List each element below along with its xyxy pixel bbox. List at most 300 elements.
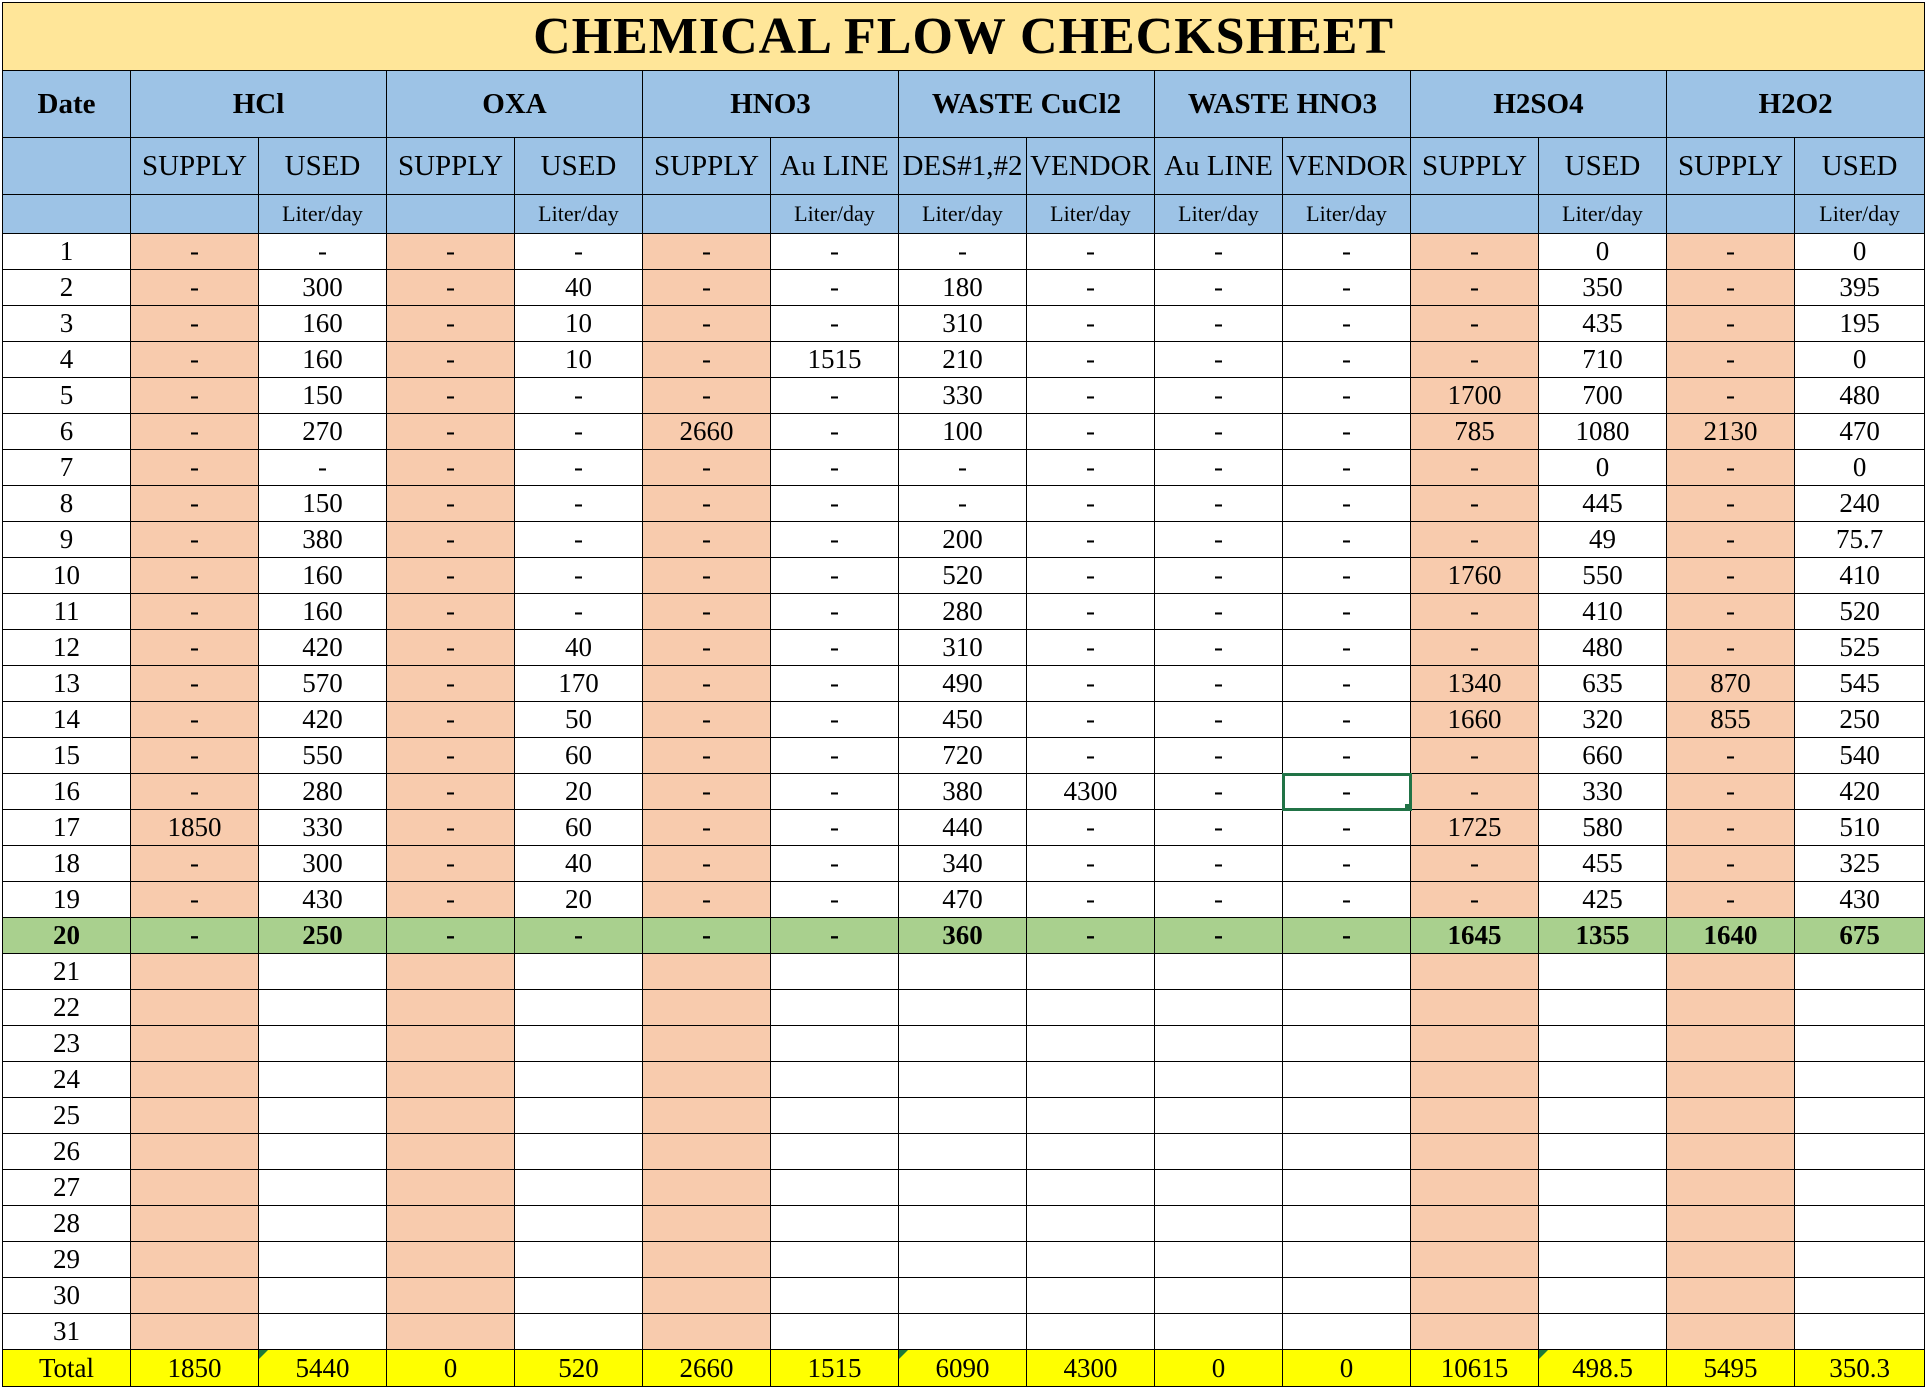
unit-hno3-au-line[interactable]: Liter/day: [771, 195, 899, 234]
date-cell[interactable]: 25: [3, 1098, 131, 1134]
cell-hcl-used[interactable]: [259, 1026, 387, 1062]
cell-waste-cucl2-des[interactable]: -: [899, 234, 1027, 270]
cell-waste-hno3-au-line[interactable]: [1155, 1026, 1283, 1062]
cell-hno3-supply[interactable]: -: [643, 342, 771, 378]
cell-waste-hno3-au-line[interactable]: -: [1155, 270, 1283, 306]
cell-waste-cucl2-vendor[interactable]: -: [1027, 846, 1155, 882]
date-unit-blank[interactable]: [3, 195, 131, 234]
cell-oxa-supply[interactable]: -: [387, 522, 515, 558]
cell-h2o2-supply[interactable]: [1667, 1314, 1795, 1350]
total-label[interactable]: Total: [3, 1350, 131, 1387]
cell-h2o2-used[interactable]: [1795, 1170, 1925, 1206]
cell-waste-hno3-au-line[interactable]: -: [1155, 306, 1283, 342]
cell-hno3-supply[interactable]: [643, 1062, 771, 1098]
cell-oxa-supply[interactable]: [387, 954, 515, 990]
cell-oxa-used[interactable]: -: [515, 558, 643, 594]
cell-hcl-used[interactable]: [259, 1314, 387, 1350]
cell-hcl-supply[interactable]: -: [131, 630, 259, 666]
cell-waste-hno3-au-line[interactable]: -: [1155, 630, 1283, 666]
date-cell[interactable]: 12: [3, 630, 131, 666]
cell-h2so4-supply[interactable]: -: [1411, 234, 1539, 270]
cell-hno3-au-line[interactable]: [771, 1206, 899, 1242]
cell-h2o2-used[interactable]: 470: [1795, 414, 1925, 450]
cell-oxa-supply[interactable]: -: [387, 378, 515, 414]
cell-h2so4-used[interactable]: 425: [1539, 882, 1667, 918]
total-waste-cucl2-des[interactable]: 6090: [899, 1350, 1027, 1387]
cell-h2o2-supply[interactable]: [1667, 1098, 1795, 1134]
cell-h2so4-supply[interactable]: -: [1411, 342, 1539, 378]
cell-waste-cucl2-des[interactable]: 340: [899, 846, 1027, 882]
cell-hcl-supply[interactable]: [131, 1242, 259, 1278]
cell-h2so4-used[interactable]: [1539, 1242, 1667, 1278]
cell-hcl-supply[interactable]: [131, 1026, 259, 1062]
date-cell[interactable]: 2: [3, 270, 131, 306]
cell-h2o2-supply[interactable]: -: [1667, 342, 1795, 378]
cell-h2so4-used[interactable]: 480: [1539, 630, 1667, 666]
unit-h2o2-supply[interactable]: [1667, 195, 1795, 234]
cell-hno3-supply[interactable]: -: [643, 486, 771, 522]
cell-waste-hno3-vendor[interactable]: -: [1283, 270, 1411, 306]
cell-hcl-used[interactable]: [259, 1206, 387, 1242]
cell-h2so4-used[interactable]: [1539, 1098, 1667, 1134]
date-cell[interactable]: 8: [3, 486, 131, 522]
cell-hno3-au-line[interactable]: -: [771, 594, 899, 630]
cell-oxa-supply[interactable]: [387, 1314, 515, 1350]
cell-hno3-au-line[interactable]: -: [771, 486, 899, 522]
cell-h2so4-used[interactable]: [1539, 990, 1667, 1026]
unit-waste-cucl2-des[interactable]: Liter/day: [899, 195, 1027, 234]
total-h2so4-supply[interactable]: 10615: [1411, 1350, 1539, 1387]
cell-h2o2-used[interactable]: [1795, 1206, 1925, 1242]
cell-waste-hno3-au-line[interactable]: [1155, 954, 1283, 990]
cell-h2o2-supply[interactable]: -: [1667, 270, 1795, 306]
cell-h2o2-supply[interactable]: 855: [1667, 702, 1795, 738]
cell-h2o2-supply[interactable]: 870: [1667, 666, 1795, 702]
cell-hno3-supply[interactable]: [643, 1026, 771, 1062]
cell-waste-cucl2-vendor[interactable]: -: [1027, 450, 1155, 486]
cell-oxa-used[interactable]: [515, 1278, 643, 1314]
cell-h2o2-supply[interactable]: [1667, 1206, 1795, 1242]
group-header-waste-cucl2[interactable]: WASTE CuCl2: [899, 71, 1155, 138]
total-hno3-supply[interactable]: 2660: [643, 1350, 771, 1387]
cell-hcl-used[interactable]: [259, 1062, 387, 1098]
cell-waste-cucl2-vendor[interactable]: -: [1027, 342, 1155, 378]
cell-waste-cucl2-vendor[interactable]: -: [1027, 630, 1155, 666]
cell-hcl-used[interactable]: [259, 954, 387, 990]
unit-waste-cucl2-vendor[interactable]: Liter/day: [1027, 195, 1155, 234]
cell-h2o2-supply[interactable]: 1640: [1667, 918, 1795, 954]
cell-h2so4-supply[interactable]: 1725: [1411, 810, 1539, 846]
cell-oxa-supply[interactable]: -: [387, 450, 515, 486]
cell-waste-hno3-vendor[interactable]: -: [1283, 738, 1411, 774]
cell-h2o2-supply[interactable]: -: [1667, 738, 1795, 774]
cell-waste-hno3-vendor[interactable]: -: [1283, 846, 1411, 882]
cell-h2so4-used[interactable]: 635: [1539, 666, 1667, 702]
cell-h2so4-supply[interactable]: -: [1411, 882, 1539, 918]
cell-hcl-used[interactable]: [259, 1278, 387, 1314]
date-cell[interactable]: 22: [3, 990, 131, 1026]
cell-hno3-supply[interactable]: -: [643, 450, 771, 486]
cell-waste-cucl2-vendor[interactable]: -: [1027, 486, 1155, 522]
cell-hcl-supply[interactable]: -: [131, 558, 259, 594]
cell-waste-cucl2-vendor[interactable]: [1027, 1098, 1155, 1134]
cell-h2so4-supply[interactable]: -: [1411, 738, 1539, 774]
cell-waste-cucl2-vendor[interactable]: [1027, 1062, 1155, 1098]
cell-hno3-au-line[interactable]: [771, 1170, 899, 1206]
cell-h2so4-supply[interactable]: [1411, 1314, 1539, 1350]
date-cell[interactable]: 14: [3, 702, 131, 738]
total-hno3-au-line[interactable]: 1515: [771, 1350, 899, 1387]
cell-hno3-supply[interactable]: -: [643, 810, 771, 846]
cell-waste-hno3-au-line[interactable]: [1155, 990, 1283, 1026]
date-cell[interactable]: 7: [3, 450, 131, 486]
cell-waste-hno3-au-line[interactable]: [1155, 1278, 1283, 1314]
cell-oxa-used[interactable]: 50: [515, 702, 643, 738]
cell-oxa-supply[interactable]: -: [387, 270, 515, 306]
cell-h2o2-supply[interactable]: -: [1667, 846, 1795, 882]
cell-h2so4-used[interactable]: 49: [1539, 522, 1667, 558]
cell-hno3-supply[interactable]: [643, 990, 771, 1026]
cell-hno3-supply[interactable]: -: [643, 918, 771, 954]
cell-hno3-au-line[interactable]: 1515: [771, 342, 899, 378]
date-cell[interactable]: 24: [3, 1062, 131, 1098]
cell-hcl-used[interactable]: 160: [259, 342, 387, 378]
date-subheader-blank[interactable]: [3, 138, 131, 195]
cell-h2so4-supply[interactable]: 1700: [1411, 378, 1539, 414]
cell-waste-cucl2-des[interactable]: [899, 1026, 1027, 1062]
cell-waste-cucl2-des[interactable]: [899, 1062, 1027, 1098]
cell-oxa-used[interactable]: 60: [515, 738, 643, 774]
cell-oxa-used[interactable]: [515, 1206, 643, 1242]
cell-h2o2-used[interactable]: 0: [1795, 450, 1925, 486]
cell-waste-cucl2-des[interactable]: 330: [899, 378, 1027, 414]
cell-waste-cucl2-vendor[interactable]: [1027, 954, 1155, 990]
cell-waste-hno3-au-line[interactable]: [1155, 1206, 1283, 1242]
cell-oxa-supply[interactable]: -: [387, 486, 515, 522]
cell-h2so4-supply[interactable]: [1411, 1062, 1539, 1098]
cell-h2o2-used[interactable]: [1795, 1062, 1925, 1098]
cell-waste-hno3-au-line[interactable]: -: [1155, 702, 1283, 738]
cell-h2o2-used[interactable]: 195: [1795, 306, 1925, 342]
group-header-h2o2[interactable]: H2O2: [1667, 71, 1925, 138]
cell-waste-hno3-au-line[interactable]: -: [1155, 486, 1283, 522]
cell-waste-cucl2-des[interactable]: 360: [899, 918, 1027, 954]
cell-hno3-au-line[interactable]: [771, 990, 899, 1026]
cell-hno3-supply[interactable]: -: [643, 738, 771, 774]
cell-oxa-used[interactable]: [515, 1062, 643, 1098]
cell-h2o2-used[interactable]: [1795, 954, 1925, 990]
cell-waste-cucl2-des[interactable]: [899, 1170, 1027, 1206]
date-header[interactable]: Date: [3, 71, 131, 138]
cell-waste-cucl2-des[interactable]: 490: [899, 666, 1027, 702]
cell-oxa-used[interactable]: -: [515, 486, 643, 522]
date-cell[interactable]: 30: [3, 1278, 131, 1314]
cell-oxa-used[interactable]: 20: [515, 882, 643, 918]
cell-oxa-used[interactable]: 10: [515, 306, 643, 342]
date-cell[interactable]: 17: [3, 810, 131, 846]
cell-waste-cucl2-des[interactable]: 720: [899, 738, 1027, 774]
cell-waste-hno3-au-line[interactable]: -: [1155, 558, 1283, 594]
cell-waste-cucl2-vendor[interactable]: -: [1027, 810, 1155, 846]
date-cell[interactable]: 6: [3, 414, 131, 450]
date-cell[interactable]: 9: [3, 522, 131, 558]
cell-oxa-used[interactable]: [515, 1242, 643, 1278]
cell-waste-cucl2-des[interactable]: [899, 990, 1027, 1026]
cell-h2so4-used[interactable]: 0: [1539, 450, 1667, 486]
cell-h2so4-used[interactable]: 1355: [1539, 918, 1667, 954]
cell-hcl-used[interactable]: [259, 990, 387, 1026]
cell-h2so4-used[interactable]: 455: [1539, 846, 1667, 882]
cell-h2so4-supply[interactable]: [1411, 1098, 1539, 1134]
cell-hno3-au-line[interactable]: -: [771, 450, 899, 486]
cell-hno3-supply[interactable]: [643, 1170, 771, 1206]
cell-h2so4-used[interactable]: 445: [1539, 486, 1667, 522]
date-cell[interactable]: 21: [3, 954, 131, 990]
cell-waste-hno3-vendor[interactable]: -: [1283, 558, 1411, 594]
cell-hno3-supply[interactable]: [643, 1134, 771, 1170]
cell-h2o2-supply[interactable]: -: [1667, 630, 1795, 666]
cell-hno3-supply[interactable]: [643, 954, 771, 990]
cell-waste-cucl2-des[interactable]: 470: [899, 882, 1027, 918]
cell-waste-hno3-vendor[interactable]: -: [1283, 414, 1411, 450]
cell-waste-hno3-vendor[interactable]: -: [1283, 666, 1411, 702]
cell-h2so4-used[interactable]: [1539, 954, 1667, 990]
cell-h2o2-supply[interactable]: -: [1667, 378, 1795, 414]
subheader-waste-cucl2-des[interactable]: DES#1,#2: [899, 138, 1027, 195]
cell-oxa-supply[interactable]: [387, 1062, 515, 1098]
cell-oxa-supply[interactable]: -: [387, 810, 515, 846]
cell-waste-cucl2-des[interactable]: [899, 1314, 1027, 1350]
cell-h2o2-supply[interactable]: [1667, 1242, 1795, 1278]
cell-oxa-supply[interactable]: -: [387, 882, 515, 918]
cell-hno3-supply[interactable]: -: [643, 774, 771, 810]
cell-hcl-supply[interactable]: [131, 1098, 259, 1134]
cell-hno3-au-line[interactable]: -: [771, 522, 899, 558]
cell-h2so4-supply[interactable]: -: [1411, 774, 1539, 810]
cell-oxa-used[interactable]: 10: [515, 342, 643, 378]
cell-h2o2-used[interactable]: 520: [1795, 594, 1925, 630]
cell-hno3-supply[interactable]: 2660: [643, 414, 771, 450]
group-header-h2so4[interactable]: H2SO4: [1411, 71, 1667, 138]
cell-waste-cucl2-vendor[interactable]: -: [1027, 882, 1155, 918]
cell-hcl-used[interactable]: 300: [259, 270, 387, 306]
cell-h2so4-used[interactable]: [1539, 1026, 1667, 1062]
cell-h2o2-supply[interactable]: [1667, 990, 1795, 1026]
cell-oxa-supply[interactable]: -: [387, 342, 515, 378]
date-cell[interactable]: 26: [3, 1134, 131, 1170]
cell-waste-cucl2-vendor[interactable]: [1027, 1206, 1155, 1242]
cell-h2so4-supply[interactable]: -: [1411, 630, 1539, 666]
cell-hno3-supply[interactable]: -: [643, 630, 771, 666]
cell-h2o2-used[interactable]: 250: [1795, 702, 1925, 738]
cell-h2o2-supply[interactable]: -: [1667, 450, 1795, 486]
cell-hno3-supply[interactable]: -: [643, 522, 771, 558]
cell-waste-cucl2-des[interactable]: [899, 1242, 1027, 1278]
cell-waste-cucl2-des[interactable]: [899, 1098, 1027, 1134]
cell-waste-cucl2-des[interactable]: [899, 1278, 1027, 1314]
cell-hno3-au-line[interactable]: -: [771, 918, 899, 954]
cell-oxa-used[interactable]: -: [515, 450, 643, 486]
cell-hno3-au-line[interactable]: -: [771, 234, 899, 270]
subheader-oxa-supply[interactable]: SUPPLY: [387, 138, 515, 195]
cell-hcl-used[interactable]: 280: [259, 774, 387, 810]
cell-hcl-supply[interactable]: -: [131, 234, 259, 270]
date-cell[interactable]: 29: [3, 1242, 131, 1278]
cell-hcl-supply[interactable]: -: [131, 270, 259, 306]
date-cell[interactable]: 20: [3, 918, 131, 954]
cell-waste-hno3-vendor[interactable]: -: [1283, 594, 1411, 630]
cell-oxa-supply[interactable]: [387, 1098, 515, 1134]
cell-h2o2-used[interactable]: [1795, 990, 1925, 1026]
cell-waste-cucl2-des[interactable]: 440: [899, 810, 1027, 846]
cell-waste-hno3-vendor[interactable]: -: [1283, 522, 1411, 558]
date-cell[interactable]: 1: [3, 234, 131, 270]
cell-hcl-used[interactable]: 300: [259, 846, 387, 882]
cell-waste-hno3-vendor[interactable]: -: [1283, 342, 1411, 378]
cell-h2o2-used[interactable]: 0: [1795, 234, 1925, 270]
unit-hcl-supply[interactable]: [131, 195, 259, 234]
cell-waste-cucl2-vendor[interactable]: -: [1027, 270, 1155, 306]
cell-oxa-used[interactable]: -: [515, 414, 643, 450]
cell-waste-cucl2-des[interactable]: [899, 954, 1027, 990]
cell-oxa-supply[interactable]: [387, 1206, 515, 1242]
cell-h2so4-supply[interactable]: 1760: [1411, 558, 1539, 594]
cell-hno3-au-line[interactable]: [771, 954, 899, 990]
cell-hcl-supply[interactable]: -: [131, 666, 259, 702]
subheader-h2so4-used[interactable]: USED: [1539, 138, 1667, 195]
total-waste-hno3-vendor[interactable]: 0: [1283, 1350, 1411, 1387]
cell-h2o2-used[interactable]: 325: [1795, 846, 1925, 882]
cell-h2so4-used[interactable]: 660: [1539, 738, 1667, 774]
cell-h2so4-used[interactable]: 0: [1539, 234, 1667, 270]
cell-hno3-au-line[interactable]: [771, 1098, 899, 1134]
cell-waste-hno3-vendor[interactable]: -: [1283, 234, 1411, 270]
cell-waste-hno3-vendor[interactable]: -: [1283, 450, 1411, 486]
cell-hcl-supply[interactable]: -: [131, 846, 259, 882]
sheet-title[interactable]: CHEMICAL FLOW CHECKSHEET: [3, 3, 1925, 71]
cell-hno3-au-line[interactable]: -: [771, 630, 899, 666]
cell-waste-hno3-au-line[interactable]: [1155, 1170, 1283, 1206]
cell-hno3-supply[interactable]: -: [643, 270, 771, 306]
date-cell[interactable]: 5: [3, 378, 131, 414]
total-hcl-used[interactable]: 5440: [259, 1350, 387, 1387]
cell-hcl-supply[interactable]: -: [131, 882, 259, 918]
cell-oxa-supply[interactable]: -: [387, 774, 515, 810]
cell-h2o2-used[interactable]: 0: [1795, 342, 1925, 378]
cell-waste-hno3-vendor[interactable]: -: [1283, 630, 1411, 666]
date-cell[interactable]: 10: [3, 558, 131, 594]
subheader-h2so4-supply[interactable]: SUPPLY: [1411, 138, 1539, 195]
cell-waste-cucl2-des[interactable]: 100: [899, 414, 1027, 450]
cell-waste-hno3-au-line[interactable]: [1155, 1062, 1283, 1098]
cell-hcl-used[interactable]: 570: [259, 666, 387, 702]
cell-hcl-supply[interactable]: 1850: [131, 810, 259, 846]
cell-hcl-used[interactable]: 270: [259, 414, 387, 450]
cell-hno3-au-line[interactable]: -: [771, 774, 899, 810]
cell-h2so4-supply[interactable]: [1411, 954, 1539, 990]
cell-oxa-used[interactable]: [515, 954, 643, 990]
total-oxa-used[interactable]: 520: [515, 1350, 643, 1387]
cell-waste-hno3-au-line[interactable]: -: [1155, 738, 1283, 774]
cell-hcl-used[interactable]: [259, 1170, 387, 1206]
date-cell[interactable]: 15: [3, 738, 131, 774]
cell-waste-hno3-au-line[interactable]: -: [1155, 522, 1283, 558]
cell-h2so4-supply[interactable]: 785: [1411, 414, 1539, 450]
cell-h2so4-supply[interactable]: -: [1411, 522, 1539, 558]
selected-cell[interactable]: -: [1283, 774, 1411, 810]
date-cell[interactable]: 28: [3, 1206, 131, 1242]
cell-hno3-au-line[interactable]: -: [771, 702, 899, 738]
cell-h2so4-supply[interactable]: [1411, 1134, 1539, 1170]
cell-hno3-au-line[interactable]: -: [771, 810, 899, 846]
cell-waste-cucl2-des[interactable]: 450: [899, 702, 1027, 738]
cell-hcl-supply[interactable]: -: [131, 702, 259, 738]
group-header-hcl[interactable]: HCl: [131, 71, 387, 138]
cell-oxa-used[interactable]: 20: [515, 774, 643, 810]
subheader-h2o2-used[interactable]: USED: [1795, 138, 1925, 195]
cell-hcl-supply[interactable]: -: [131, 378, 259, 414]
cell-h2o2-used[interactable]: [1795, 1314, 1925, 1350]
cell-oxa-used[interactable]: [515, 1314, 643, 1350]
cell-h2o2-supply[interactable]: -: [1667, 594, 1795, 630]
cell-waste-cucl2-vendor[interactable]: -: [1027, 594, 1155, 630]
cell-h2so4-used[interactable]: 330: [1539, 774, 1667, 810]
cell-waste-cucl2-vendor[interactable]: -: [1027, 306, 1155, 342]
cell-waste-hno3-au-line[interactable]: [1155, 1134, 1283, 1170]
cell-h2o2-used[interactable]: 420: [1795, 774, 1925, 810]
cell-h2so4-used[interactable]: 550: [1539, 558, 1667, 594]
cell-h2so4-used[interactable]: [1539, 1206, 1667, 1242]
cell-oxa-supply[interactable]: -: [387, 558, 515, 594]
cell-hcl-used[interactable]: 160: [259, 594, 387, 630]
cell-h2so4-supply[interactable]: [1411, 990, 1539, 1026]
subheader-hno3-supply[interactable]: SUPPLY: [643, 138, 771, 195]
cell-hcl-used[interactable]: 430: [259, 882, 387, 918]
cell-waste-hno3-au-line[interactable]: -: [1155, 846, 1283, 882]
cell-h2so4-supply[interactable]: -: [1411, 450, 1539, 486]
cell-oxa-used[interactable]: -: [515, 918, 643, 954]
cell-waste-cucl2-vendor[interactable]: [1027, 990, 1155, 1026]
cell-waste-cucl2-des[interactable]: [899, 1134, 1027, 1170]
cell-h2so4-used[interactable]: 350: [1539, 270, 1667, 306]
date-cell[interactable]: 11: [3, 594, 131, 630]
subheader-oxa-used[interactable]: USED: [515, 138, 643, 195]
subheader-waste-hno3-au-line[interactable]: Au LINE: [1155, 138, 1283, 195]
cell-hno3-au-line[interactable]: [771, 1242, 899, 1278]
cell-hno3-au-line[interactable]: -: [771, 306, 899, 342]
cell-hno3-supply[interactable]: -: [643, 846, 771, 882]
cell-waste-hno3-au-line[interactable]: -: [1155, 342, 1283, 378]
cell-hcl-supply[interactable]: -: [131, 414, 259, 450]
cell-waste-hno3-vendor[interactable]: -: [1283, 702, 1411, 738]
cell-h2so4-used[interactable]: [1539, 1062, 1667, 1098]
cell-h2o2-supply[interactable]: -: [1667, 882, 1795, 918]
cell-oxa-used[interactable]: [515, 1026, 643, 1062]
cell-waste-hno3-au-line[interactable]: -: [1155, 882, 1283, 918]
group-header-hno3[interactable]: HNO3: [643, 71, 899, 138]
cell-hno3-supply[interactable]: [643, 1206, 771, 1242]
cell-waste-hno3-au-line[interactable]: -: [1155, 666, 1283, 702]
cell-waste-cucl2-vendor[interactable]: [1027, 1314, 1155, 1350]
cell-h2so4-supply[interactable]: 1660: [1411, 702, 1539, 738]
subheader-hcl-used[interactable]: USED: [259, 138, 387, 195]
cell-h2so4-supply[interactable]: [1411, 1206, 1539, 1242]
cell-h2o2-used[interactable]: 540: [1795, 738, 1925, 774]
cell-waste-hno3-vendor[interactable]: [1283, 1314, 1411, 1350]
total-waste-hno3-au-line[interactable]: 0: [1155, 1350, 1283, 1387]
cell-waste-cucl2-vendor[interactable]: [1027, 1134, 1155, 1170]
cell-h2o2-supply[interactable]: [1667, 1170, 1795, 1206]
